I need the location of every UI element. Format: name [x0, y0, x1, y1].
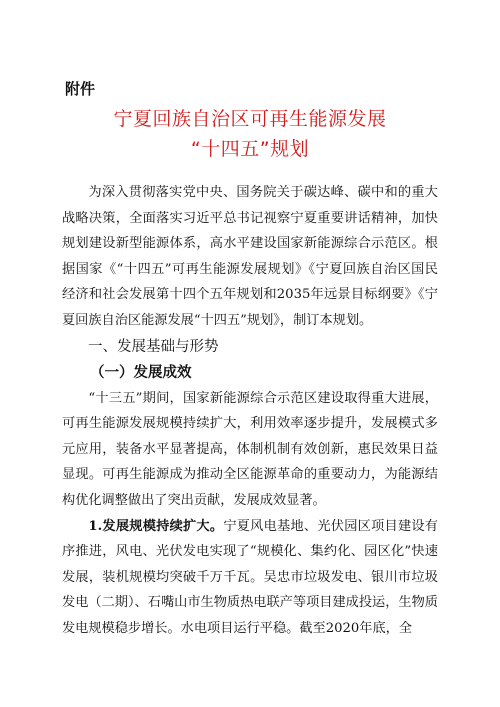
document-title-line-2: “十四五”规划: [190, 138, 310, 160]
achievements-paragraph: “十三五”期间，国家新能源综合示范区建设取得重大进展，可再生能源发展规模持续扩大，利用效率逐步提升，发展模式多元应用，装备水平显著提高，体制机制有效创新，惠民效果日益显现。可再生能源成为推动全区能源革命的重要动力，为能源结构优化调整做出了突出贡献，发展成效显著。: [62, 390, 438, 508]
point-1-text: 宁夏风电基地、光伏园区项目建设有序推进，风电、光伏发电实现了“规模化、集约化、园区化”快速发展，装机规模均突破千万千瓦。吴忠市垃圾发电、银川市垃圾发电（二期）、石嘴山市生物质热电联产等项目建成投运，生物质发电规模稳步增长。水电项目运行平稳。截至2020年底，全: [62, 518, 438, 636]
point-1-paragraph: [62, 514, 438, 642]
document-body: [62, 180, 438, 642]
intro-paragraph: 为深入贯彻落实党中央、国务院关于碳达峰、碳中和的重大战略决策，全面落实习近平总书记视察宁夏重要讲话精神，加快规划建设新型能源体系，高水平建设国家新能源综合示范区。根据国家《“十四五”可再生能源发展规划》《宁夏回族自治区国民经济和社会发展第十四个五年规划和2035年远景目标纲要》《宁夏回族自治区能源发展“十四五”规划》，制订本规划。: [62, 185, 438, 328]
subsection-heading: （一）发展成效: [90, 364, 192, 381]
attachment-label: 附件: [65, 80, 96, 98]
point-1-lead: 1.发展规模持续扩大。: [88, 518, 224, 534]
document-title-line-1: 宁夏回族自治区可再生能源发展: [113, 108, 387, 130]
section-heading: 一、发展基础与形势: [88, 338, 219, 355]
